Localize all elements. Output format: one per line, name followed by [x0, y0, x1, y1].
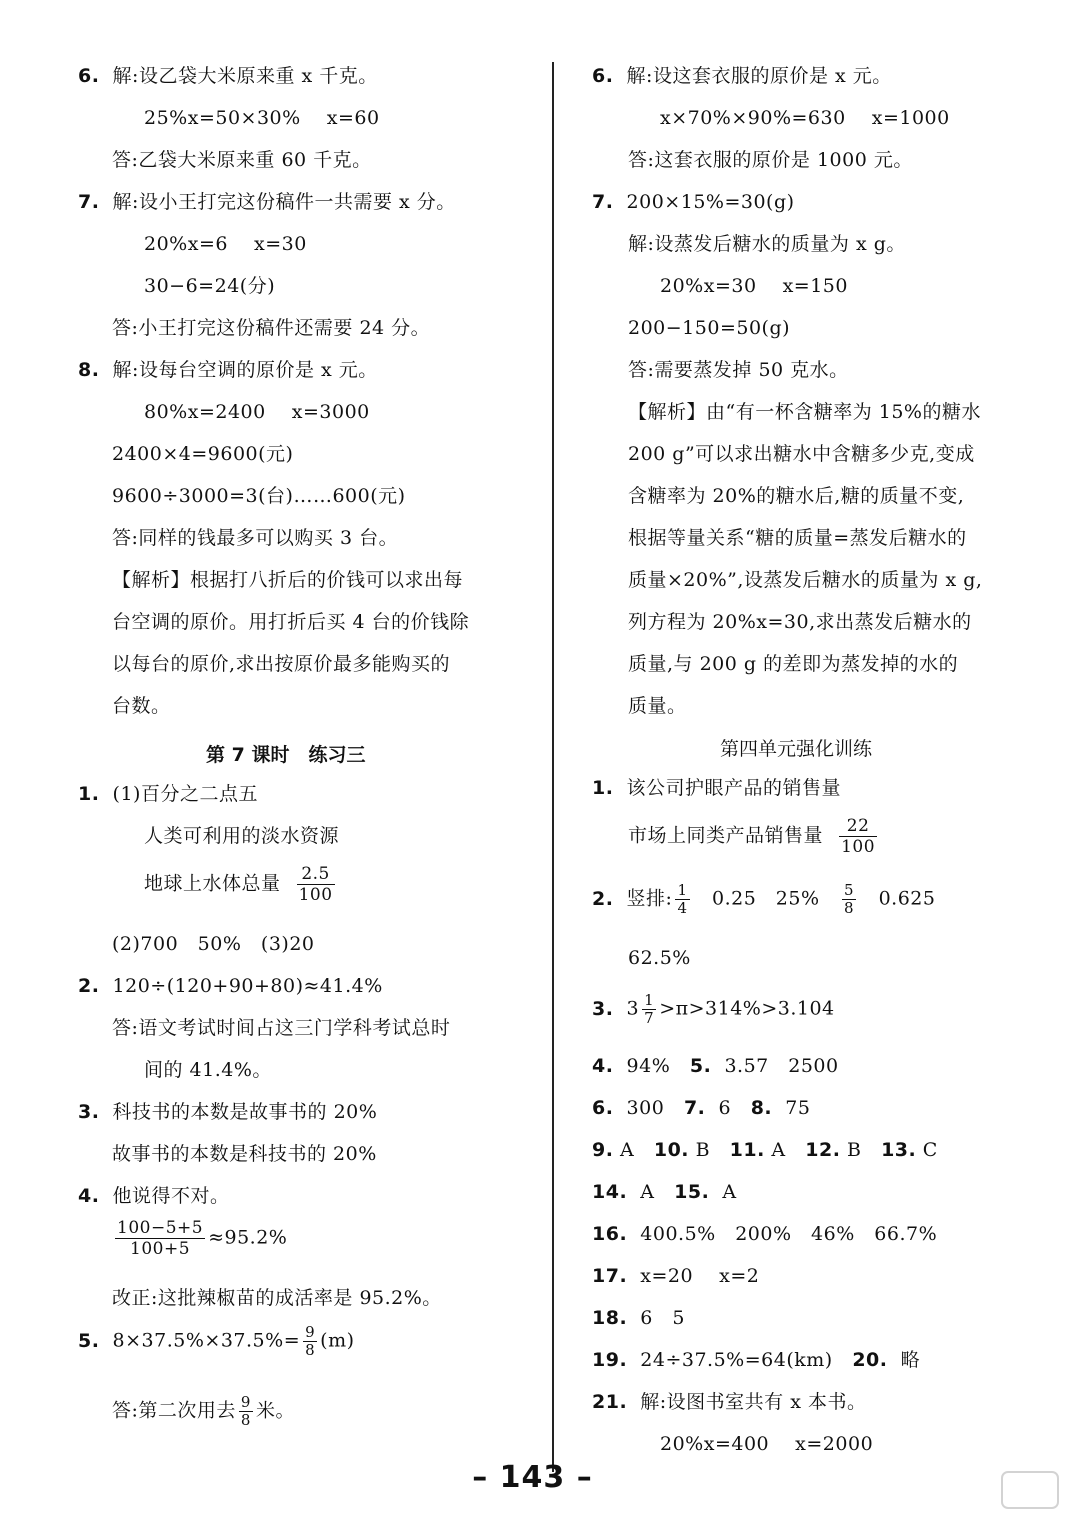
problem-7-line: [592, 190, 795, 214]
problem-number: 7.: [683, 1097, 706, 1119]
denominator: 100: [298, 885, 333, 905]
unit-text: (m): [320, 1329, 355, 1352]
problem-number: 8.: [78, 359, 100, 381]
exercise-17-line: [592, 1264, 759, 1288]
problem-number: 10.: [653, 1139, 690, 1161]
fraction: [303, 1324, 317, 1359]
analysis-line: 列方程为 20%x=30,求出蒸发后糖水的: [628, 611, 972, 633]
line-text: 地球上水体总量: [144, 872, 281, 895]
exercise-18-line: [592, 1306, 685, 1330]
section-heading: 第 7 课时 练习三: [206, 744, 366, 766]
line-text: 62.5%: [628, 947, 691, 969]
denominator: 8: [240, 1411, 251, 1429]
problem-number: 21.: [592, 1391, 628, 1413]
line-text: 解:设乙袋大米原来重 x 千克。: [112, 65, 378, 87]
denominator: 4: [677, 899, 688, 917]
analysis-line: 【解析】根据打八折后的价钱可以求出每: [112, 569, 464, 591]
answer-line: 答:小王打完这份稿件还需要 24 分。: [112, 317, 431, 339]
line-text: 6: [718, 1097, 732, 1119]
exercise-16-line: [592, 1222, 937, 1246]
analysis-line: 根据等量关系“糖的质量=蒸发后糖水的: [628, 527, 967, 549]
problem-number: 11.: [729, 1139, 765, 1161]
line-text: 解:设蒸发后糖水的质量为 x g。: [628, 233, 906, 255]
exercise-9-13-line: [592, 1138, 938, 1162]
problem-7-line: [78, 190, 456, 214]
line-text: 120÷(120+90+80)≈41.4%: [112, 975, 383, 997]
line-text: 该公司护眼产品的销售量: [626, 777, 842, 799]
problem-number: 2.: [78, 975, 100, 997]
numerator: 1: [644, 991, 655, 1009]
line-text: 科技书的本数是故事书的 20%: [112, 1101, 378, 1123]
exercise-19-20-line: [592, 1348, 920, 1372]
line-text: 解:设小王打完这份稿件一共需要 x 分。: [112, 191, 456, 213]
problem-number: 6.: [592, 65, 614, 87]
answer-line: 答:需要蒸发掉 50 克水。: [628, 359, 849, 381]
exercise-6-8-line: [592, 1096, 810, 1120]
analysis-line: 台空调的原价。用打折后买 4 台的价钱除: [112, 611, 470, 633]
unit-text: 米。: [255, 1399, 295, 1422]
line-text: 400.5% 200% 46% 66.7%: [640, 1223, 938, 1245]
fraction-line: [144, 864, 338, 905]
analysis-line: 质量,与 200 g 的差即为蒸发掉的水的: [628, 653, 959, 675]
problem-number: 8.: [750, 1097, 773, 1119]
line-text: 故事书的本数是科技书的 20%: [112, 1143, 377, 1165]
answer-line: 答:语文考试时间占这三门学科考试总时: [112, 1017, 451, 1039]
problem-6-line: [78, 64, 378, 88]
numerator: 1: [677, 881, 688, 899]
exercise-1-line: [592, 776, 841, 800]
line-text: 6 5: [640, 1307, 685, 1329]
line-text: 解:设每台空调的原价是 x 元。: [112, 359, 378, 381]
fraction-line: [628, 816, 880, 857]
exercise-21-line: [592, 1390, 866, 1414]
exercise-5-line: [78, 1324, 355, 1359]
choice-answer: C: [922, 1139, 938, 1161]
line-text: 3.57 2500: [724, 1055, 839, 1077]
fraction: [297, 864, 335, 905]
problem-number: 5.: [689, 1055, 712, 1077]
answer-line: [112, 1394, 295, 1429]
fraction: [839, 816, 877, 857]
problem-number: 9.: [592, 1139, 614, 1161]
line-text: 75: [785, 1097, 811, 1119]
problem-number: 1.: [592, 777, 614, 799]
whole-number: 3: [626, 997, 640, 1020]
section-heading: 第四单元强化训练: [720, 738, 873, 760]
exercise-14-15-line: [592, 1180, 737, 1204]
equation-line: 20%x=6 x=30: [144, 233, 307, 255]
numerator: 2.5: [297, 864, 335, 885]
problem-6-line: [592, 64, 892, 88]
line-text: 解:设这套衣服的原价是 x 元。: [626, 65, 892, 87]
analysis-line: 200 g”可以求出糖水中含糖多少克,变成: [628, 443, 975, 465]
line-text: 8×37.5%×37.5%=: [112, 1329, 301, 1352]
problem-number: 3.: [592, 997, 614, 1020]
answer-line: 间的 41.4%。: [144, 1059, 272, 1081]
problem-number: 12.: [805, 1139, 841, 1161]
equation-line: 80%x=2400 x=3000: [144, 401, 370, 423]
problem-number: 4.: [592, 1055, 614, 1077]
equation-line: x×70%×90%=630 x=1000: [660, 107, 950, 129]
equation-line: 20%x=30 x=150: [660, 275, 848, 297]
line-text: ≈95.2%: [208, 1226, 288, 1249]
analysis-line: 【解析】由“有一杯含糖率为 15%的糖水: [628, 401, 981, 423]
fraction: [642, 992, 656, 1027]
problem-number: 6.: [592, 1097, 614, 1119]
problem-number: 19.: [592, 1349, 628, 1371]
problem-number: 2.: [592, 887, 614, 910]
fraction: [842, 882, 856, 917]
line-text: 市场上同类产品销售量: [628, 824, 824, 847]
exercise-3-line: [78, 1100, 377, 1124]
choice-answer: A: [771, 1139, 786, 1161]
line-text: x=20 x=2: [640, 1265, 760, 1287]
page-number: – 143 –: [472, 1460, 593, 1495]
fraction: [115, 1218, 205, 1259]
equation-line: 200−150=50(g): [628, 317, 791, 339]
problem-number: 5.: [78, 1329, 100, 1352]
answer-line: 答:同样的钱最多可以购买 3 台。: [112, 527, 399, 549]
numerator: 22: [839, 816, 877, 837]
problem-number: 1.: [78, 783, 100, 805]
problem-number: 6.: [78, 65, 100, 87]
line-text: 答:第二次用去: [112, 1399, 236, 1422]
answer-line: 答:这套衣服的原价是 1000 元。: [628, 149, 913, 171]
numerator: 100−5+5: [117, 1218, 204, 1238]
fraction: [239, 1394, 253, 1429]
column-divider: [552, 62, 554, 1472]
problem-number: 3.: [78, 1101, 100, 1123]
problem-number: 7.: [592, 191, 614, 213]
equation-line: 30−6=24(分): [144, 275, 276, 297]
denominator: 8: [305, 1341, 316, 1359]
choice-answer: B: [846, 1139, 862, 1161]
line-text: 300: [626, 1097, 665, 1119]
fraction-line: [112, 1218, 287, 1259]
exercise-1-line: [78, 782, 258, 806]
line-text: 200×15%=30(g): [626, 191, 795, 213]
problem-number: 17.: [592, 1265, 628, 1287]
problem-number: 4.: [78, 1185, 100, 1207]
analysis-line: 质量。: [628, 695, 687, 717]
choice-answer: A: [640, 1181, 655, 1203]
line-text: 0.25 25%: [692, 887, 840, 910]
line-text: 24÷37.5%=64(km): [640, 1349, 833, 1371]
analysis-line: 质量×20%”,设蒸发后糖水的质量为 x g,: [628, 569, 983, 591]
choice-answer: B: [695, 1139, 711, 1161]
line-text: 他说得不对。: [112, 1185, 230, 1207]
answer-line: 答:乙袋大米原来重 60 千克。: [112, 149, 372, 171]
denominator: 8: [844, 899, 855, 917]
line-text: 解:设图书室共有 x 本书。: [640, 1391, 867, 1413]
problem-number: 15.: [674, 1181, 710, 1203]
answer-line: 改正:这批辣椒苗的成活率是 95.2%。: [112, 1287, 442, 1309]
line-text: (2)700 50% (3)20: [112, 933, 315, 955]
problem-8-line: [78, 358, 378, 382]
analysis-line: 台数。: [112, 695, 171, 717]
choice-answer: A: [722, 1181, 737, 1203]
line-text: 竖排:: [626, 887, 673, 910]
exercise-4-line: [78, 1184, 230, 1208]
line-text: 略: [900, 1349, 921, 1371]
denominator: 100: [841, 837, 876, 857]
equation-line: 25%x=50×30% x=60: [144, 107, 380, 129]
line-text: (1)百分之二点五: [112, 783, 258, 805]
numerator: 5: [844, 881, 855, 899]
numerator: 9: [305, 1323, 316, 1341]
exercise-2-line: [592, 882, 936, 917]
problem-number: 20.: [852, 1349, 888, 1371]
choice-answer: A: [620, 1139, 635, 1161]
line-text: >π>314%>3.104: [659, 997, 835, 1020]
line-text: 人类可利用的淡水资源: [144, 825, 340, 847]
problem-number: 7.: [78, 191, 100, 213]
problem-number: 13.: [881, 1139, 917, 1161]
numerator: 9: [240, 1393, 251, 1411]
line-text: 94%: [626, 1055, 671, 1077]
problem-number: 14.: [592, 1181, 628, 1203]
analysis-line: 含糖率为 20%的糖水后,糖的质量不变,: [628, 485, 965, 507]
denominator: 100+5: [130, 1239, 191, 1259]
equation-line: 9600÷3000=3(台)……600(元): [112, 485, 406, 507]
problem-number: 16.: [592, 1223, 628, 1245]
exercise-2-line: [78, 974, 383, 998]
problem-number: 18.: [592, 1307, 628, 1329]
exercise-3-line: [592, 992, 835, 1027]
exercise-4-5-line: [592, 1054, 839, 1078]
denominator: 7: [644, 1009, 655, 1027]
fraction: [675, 882, 689, 917]
watermark-logo-icon: [1000, 1470, 1060, 1510]
analysis-line: 以每台的原价,求出按原价最多能购买的: [112, 653, 451, 675]
line-text: 0.625: [859, 887, 936, 910]
equation-line: 20%x=400 x=2000: [660, 1433, 874, 1455]
equation-line: 2400×4=9600(元): [112, 443, 294, 465]
